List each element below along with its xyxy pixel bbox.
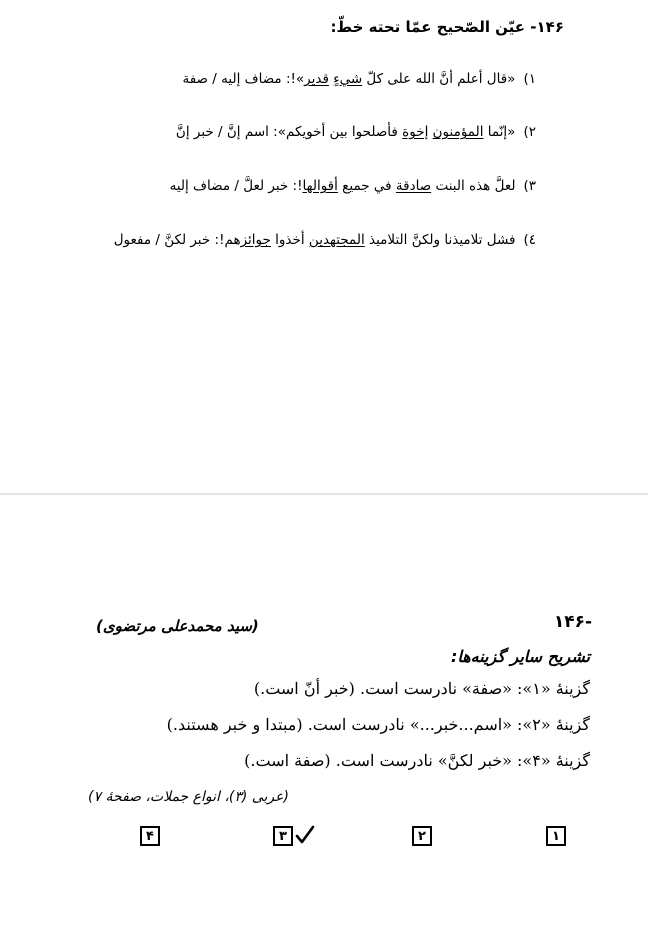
- option-1: ۱)«قال أعلم أنَّ الله على كلّ شيءٍ قدير»!: مضاف إليه / صفة: [182, 71, 536, 87]
- explanation-line: گزینهٔ «۲»: «اسم...خبر...» نادرست است. (مبتدا و خبر هستند.): [166, 715, 590, 734]
- checkmark-icon: [295, 824, 315, 846]
- choice-box-1: ۱: [546, 826, 566, 846]
- underlined-word: شيءٍ: [333, 71, 363, 87]
- choice-box-4: ۴: [140, 826, 160, 846]
- option-number: ۱): [523, 71, 536, 87]
- option-number: ۳): [523, 178, 536, 194]
- choice-box-2: ۲: [412, 826, 432, 846]
- underlined-word: المجتهدين: [308, 232, 365, 248]
- question-text: عيّن الصّحيح عمّا تحته خطّ:: [330, 18, 526, 36]
- explanation-line: گزینهٔ «۴»: «خبر لكنَّ» نادرست است. (صفة است.): [244, 751, 590, 770]
- option-number: ٤): [523, 232, 536, 248]
- underlined-word: قدير: [304, 71, 329, 87]
- section-divider: [0, 493, 648, 495]
- explanation-line: گزینهٔ «۱»: «صفة» نادرست است. (خبر أنّ است.): [253, 679, 590, 698]
- underlined-word: صادقة: [395, 178, 432, 194]
- underlined-word: جوائز: [240, 232, 271, 248]
- source-reference: (عربی (۳)، انواع جملات، صفحهٔ ۷): [88, 789, 289, 805]
- question-number: ۱۴۶-: [530, 18, 564, 36]
- option-number: ۲): [523, 124, 536, 140]
- option-2: ۲)«إنّما المؤمنون إخوة فأصلحوا بين أخويكم»: اسم إنَّ / خبر إنَّ: [175, 124, 536, 140]
- option-3: ۳)لعلَّ هذه البنت صادقة في جميع أقوالها!: خبر لعلَّ / مضاف إليه: [169, 178, 536, 194]
- answer-number: ۱۴۶-: [553, 612, 592, 632]
- underlined-word: المؤمنون: [432, 124, 484, 140]
- option-4: ٤)فشل تلاميذنا ولكنَّ التلاميذ المجتهدين أخذوا جوائزهم!: خبر لكنَّ / مفعول: [113, 232, 536, 248]
- author-name: (سید محمدعلی مرتضوی): [96, 617, 259, 635]
- explanation-title: تشریح سایر گزینه‌ها:: [450, 647, 590, 666]
- question-title: [331, 18, 564, 36]
- choice-box-3: ۳: [273, 826, 293, 846]
- underlined-word: إخوة: [402, 124, 429, 140]
- underlined-word: أقوالها: [302, 178, 338, 194]
